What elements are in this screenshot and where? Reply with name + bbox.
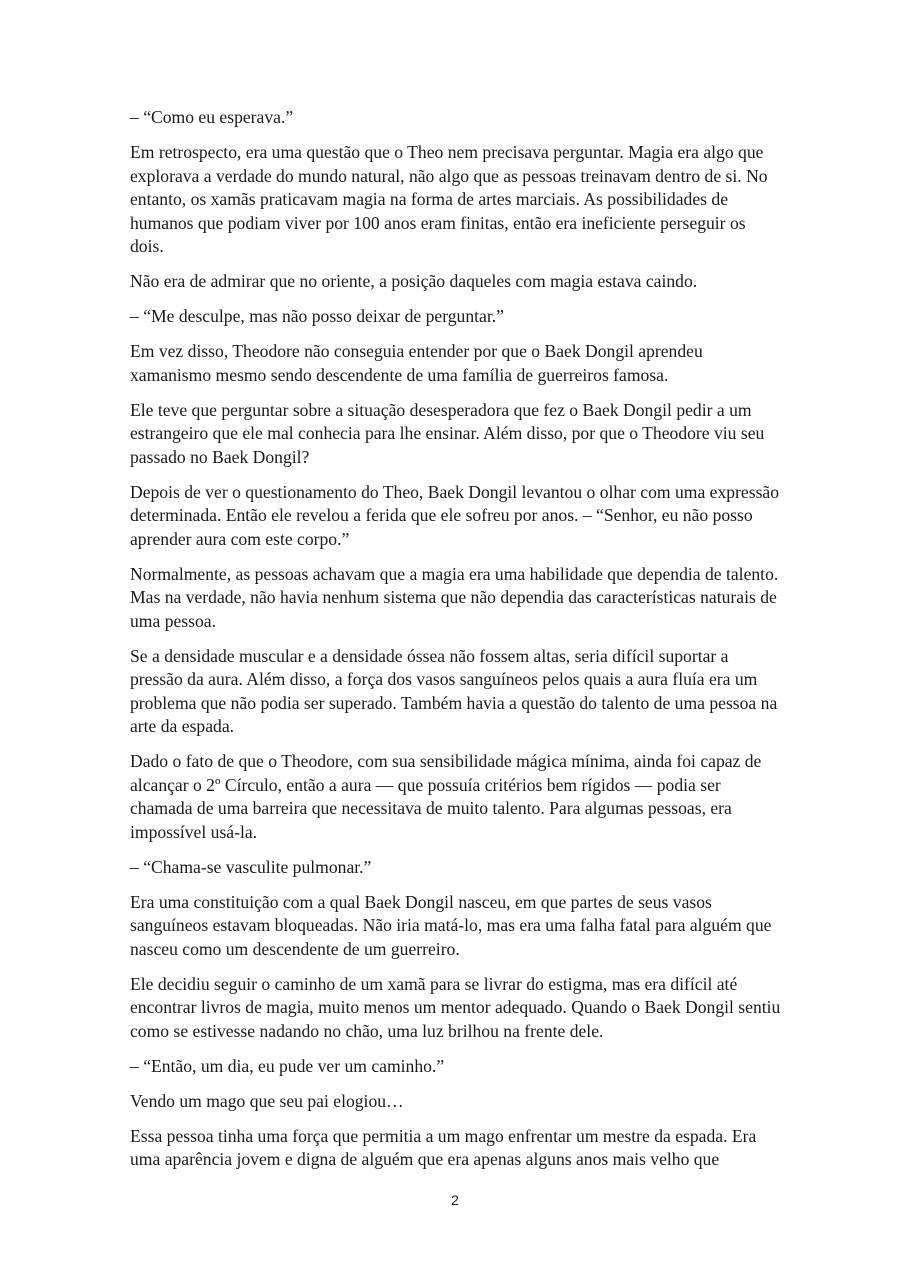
paragraph: – “Me desculpe, mas não posso deixar de perguntar.” (130, 306, 504, 326)
paragraph: Vendo um mago que seu pai elogiou… (130, 1090, 404, 1111)
paragraph: – “Chama-se vasculite pulmonar.” (130, 856, 372, 877)
paragraph: Ele decidiu seguir o caminho de um xamã para se livrar do estigma, mas era difícil até encontrar livros de magia, muito menos um mentor adequado. Quando o Baek Dongil sentiu como se estivesse nadando no chão, uma luz brilhou na frente dele. (130, 973, 781, 1041)
paragraph: Era uma constituição com a qual Baek Dongil nasceu, em que partes de seus vasos sanguíneos estavam bloqueadas. Não iria matá-lo, mas era uma falha fatal para alguém que nasceu como um descendente de um guerreiro. (130, 891, 772, 959)
paragraph: Dado o fato de que o Theodore, com sua sensibilidade mágica mínima, ainda foi capaz de alcançar o 2º Círculo, então a aura — que possuía critérios bem rígidos — podia ser chamada de uma barreira que necessitava de muito talento. Para algumas pessoas, era impossível usá-la. (130, 751, 762, 842)
paragraph: Essa pessoa tinha uma força que permitia a um mago enfrentar um mestre da espada. Era uma aparência jovem e digna de alguém que era apenas alguns anos mais velho que (130, 1125, 757, 1169)
paragraph: Depois de ver o questionamento do Theo, Baek Dongil levantou o olhar com uma expressão determinada. Então ele revelou a ferida que ele sofreu por anos. – “Senhor, eu não posso aprender aura com este corpo.” (130, 481, 780, 549)
paragraph: Não era de admirar que no oriente, a posição daqueles com magia estava caindo. (130, 271, 698, 291)
paragraph: – “Então, um dia, eu pude ver um caminho.” (130, 1055, 445, 1076)
paragraph: Ele teve que perguntar sobre a situação desesperadora que fez o Baek Dongil pedir a um estrangeiro que ele mal conhecia para lhe ensinar. Além disso, por que o Theodore viu seu passado no Baek Dongil? (130, 399, 765, 467)
paragraph: Se a densidade muscular e a densidade óssea não fossem altas, seria difícil suportar a pressão da aura. Além disso, a força dos vasos sanguíneos pelos quais a aura fluía era um problema que não podia ser superado. Também havia a questão do talento de uma pessoa na arte da espada. (130, 645, 778, 736)
paragraph: Em retrospecto, era uma questão que o Theo nem precisava perguntar. Magia era algo que explorava a verdade do mundo natural, não algo que as pessoas treinavam dentro de si. No entanto, os xamãs praticavam magia na forma de artes marciais. As possibilidades de humanos que podiam viver por 100 anos eram finitas, então era ineficiente perseguir os dois. (130, 142, 768, 256)
page-number: 2 (451, 1192, 459, 1208)
document-body (130, 106, 782, 1183)
paragraph: – “Como eu esperava.” (130, 107, 294, 127)
paragraph: Normalmente, as pessoas achavam que a magia era uma habilidade que dependia de talento. Mas na verdade, não havia nenhum sistema que não dependia das características naturais de uma pessoa. (130, 563, 779, 631)
paragraph: Em vez disso, Theodore não conseguia entender por que o Baek Dongil aprendeu xamanismo mesmo sendo descendente de uma família de guerreiros famosa. (130, 341, 703, 385)
